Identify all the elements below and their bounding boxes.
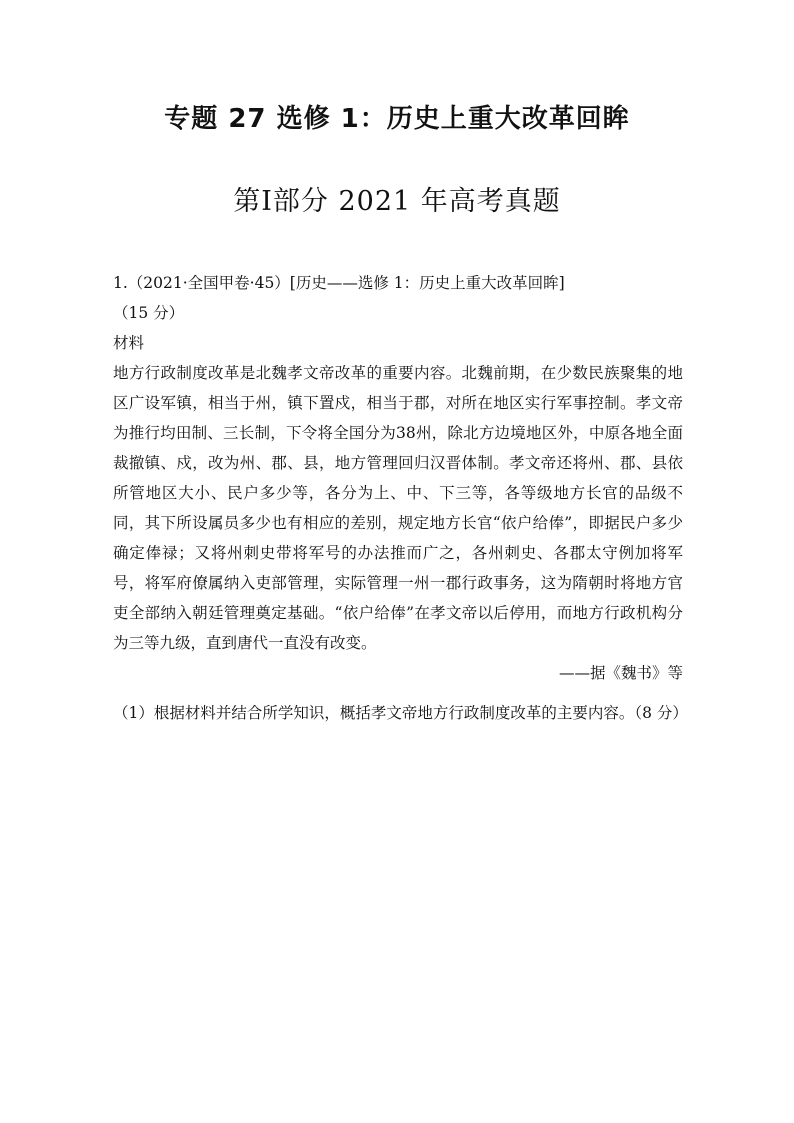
- question-header: 1.（2021·全国甲卷·45）[历史——选修 1：历史上重大改革回眸]: [113, 274, 565, 292]
- page-title: 专题 27 选修 1：历史上重大改革回眸: [164, 104, 630, 134]
- material-label: 材料: [113, 334, 145, 352]
- spacer: [113, 688, 683, 698]
- question-score: （15 分）: [113, 304, 185, 322]
- material-text: 地方行政制度改革是北魏孝文帝改革的重要内容。北魏前期，在少数民族聚集的地区广设军镇，相当于州，镇下置戍，相当于郡，对所在地区实行军事控制。孝文帝为推行均田制、三长制，下令将全国分为38州，除北方边境地区外，中原各地全面裁撤镇、戍，改为州、郡、县，地方管理回归汉晋体制。孝文帝还将州、郡、县依所管地区大小、民户多少等，各分为上、中、下三等，各等级地方长官的品级不同，其下所设属员多少也有相应的差别，规定地方长官“依户给俸”，即据民户多少确定俸禄；又将州刺史带将军号的办法推而广之，各州刺史、各郡太守例加将军号，将军府僚属纳入吏部管理，实际管理一州一郡行政事务，这为隋朝时将地方官吏全部纳入朝廷管理奠定基础。“依户给俸”在孝文帝以后停用，而地方行政机构分为三等九级，直到唐代一直没有改变。: [113, 364, 683, 652]
- sub-question-1: （1）根据材料并结合所学知识，概括孝文帝地方行政制度改革的主要内容。（8 分）: [113, 704, 688, 722]
- question-block: [113, 268, 688, 728]
- section-subtitle: 第Ⅰ部分 2021 年高考真题: [233, 186, 561, 217]
- material-source: ——据《魏书》等: [558, 664, 683, 682]
